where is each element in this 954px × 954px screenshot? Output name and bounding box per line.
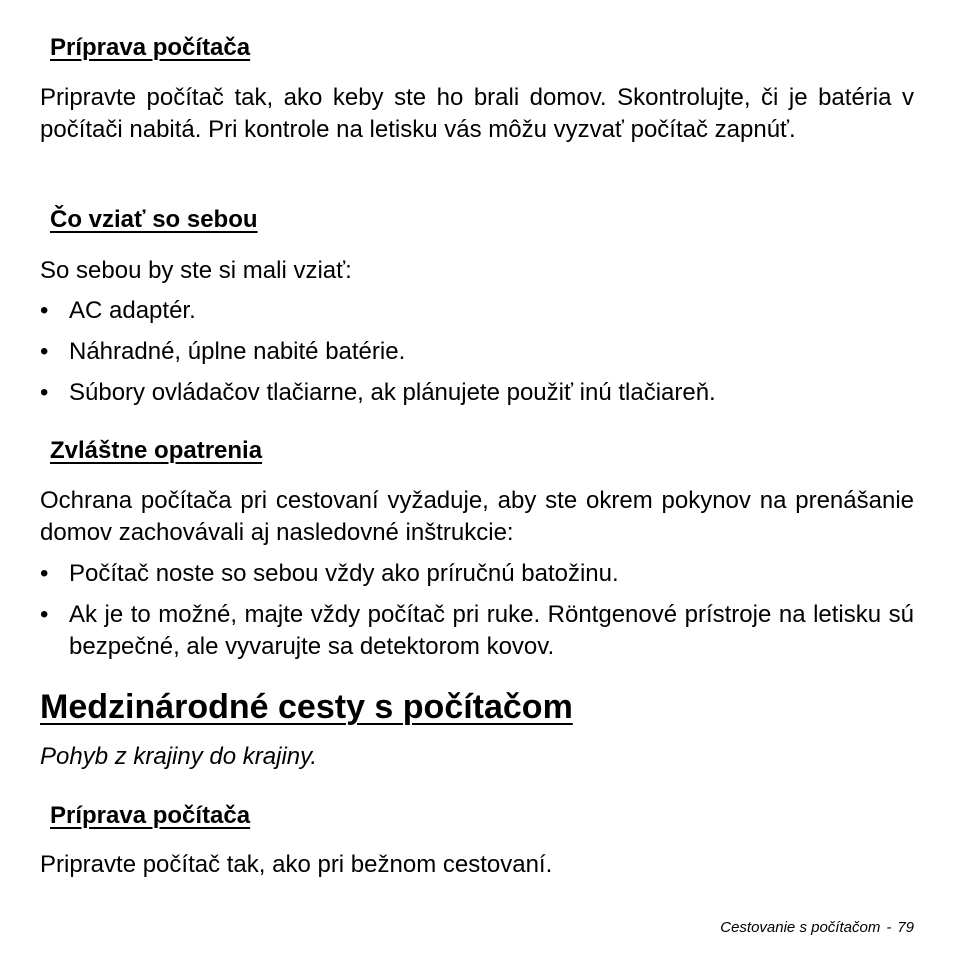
list-item-text: Počítač noste so sebou vždy ako príručnú batožinu. <box>69 560 619 587</box>
bullet-icon: • <box>40 379 49 406</box>
list-item-text: Náhradné, úplne nabité batérie. <box>69 338 406 365</box>
chapter-subtitle: Pohyb z krajiny do krajiny. <box>40 743 318 770</box>
bullet-icon: • <box>40 601 49 628</box>
list-item-text: AC adaptér. <box>69 297 196 324</box>
section-paragraph-priprava: Pripravte počítač tak, ako keby ste ho brali domov. Skontrolujte, či je batéria v počítači nabitá. Pri kontrole na letisku vás môžu vyzvať počítač zapnúť. <box>40 84 914 143</box>
section-paragraph-priprava-2: Pripravte počítač tak, ako pri bežnom cestovaní. <box>40 851 553 878</box>
section-heading-priprava-2: Príprava počítača <box>50 802 251 829</box>
bullet-icon: • <box>40 297 49 324</box>
bullet-icon: • <box>40 338 49 365</box>
section-intro-co-viat: So sebou by ste si mali vziať: <box>40 257 352 284</box>
page-number: 79 <box>897 919 914 936</box>
page-footer <box>720 918 914 938</box>
footer-separator: - <box>886 919 892 936</box>
footer-chapter-title: Cestovanie s počítačom <box>720 919 881 936</box>
section-heading-priprava: Príprava počítača <box>50 34 251 61</box>
bullet-icon: • <box>40 560 49 587</box>
list-item-text: Ak je to možné, majte vždy počítač pri ruke. Röntgenové prístroje na letisku sú bezpečné, ale vyvarujte sa detektorom kovov. <box>69 601 914 660</box>
section-heading-co-viat: Čo vziať so sebou <box>50 206 258 233</box>
section-heading-zvlastne: Zvláštne opatrenia <box>50 437 263 464</box>
section-paragraph-zvlastne: Ochrana počítača pri cestovaní vyžaduje, aby ste okrem pokynov na prenášanie domov zachovávali aj nasledovné inštrukcie: <box>40 487 914 546</box>
chapter-heading: Medzinárodné cesty s počítačom <box>40 688 573 726</box>
list-item-text: Súbory ovládačov tlačiarne, ak plánujete použiť inú tlačiareň. <box>69 379 716 406</box>
